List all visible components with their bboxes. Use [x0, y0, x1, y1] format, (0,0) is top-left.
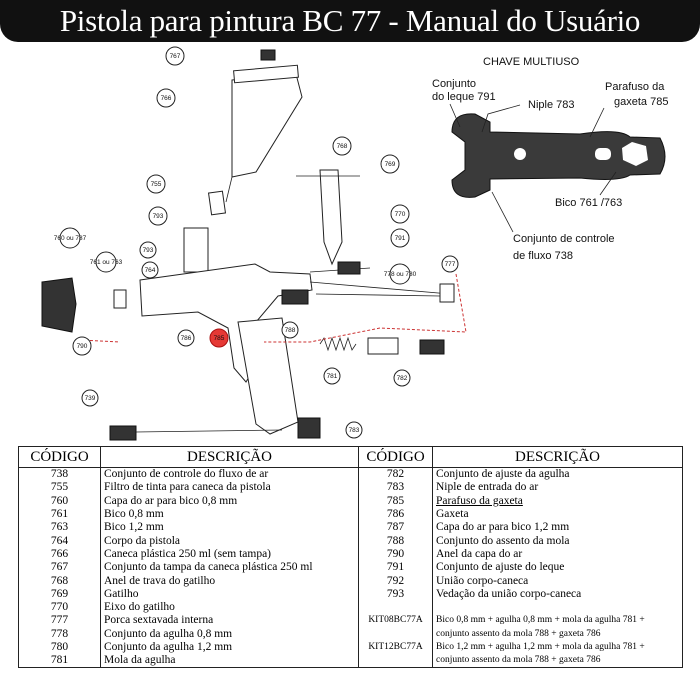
callout: 778 ou 780 — [383, 271, 417, 278]
callout: 790 — [76, 343, 88, 350]
adjuster-knob — [420, 340, 444, 354]
code-cell: 782 — [359, 468, 433, 482]
callout: 788 — [284, 327, 296, 334]
header-desc-left: DESCRIÇÃO — [101, 447, 359, 468]
desc-cell: Anel da capa do ar — [433, 548, 683, 561]
code-cell — [359, 654, 433, 668]
table-row — [19, 495, 683, 508]
code-cell: 738 — [19, 468, 101, 482]
slot-hole — [595, 148, 611, 160]
code-cell: KIT08BC77A — [359, 614, 433, 627]
spring-seat — [282, 290, 308, 304]
callout: 739 — [84, 395, 96, 402]
callout: 777 — [444, 261, 456, 268]
desc-cell: conjunto assento da mola 788 + gaxeta 786 — [433, 654, 683, 668]
desc-cell: Conjunto da tampa da caneca plástica 250 ml — [101, 561, 359, 574]
desc-cell: Conjunto de ajuste da agulha — [433, 468, 683, 482]
code-cell: 785 — [359, 495, 433, 508]
cup-cap — [261, 50, 275, 60]
exploded-view-diagram — [20, 42, 690, 442]
table-row — [19, 601, 683, 614]
paint-cup — [232, 74, 302, 177]
tool-label-leque-2: do leque 791 — [432, 91, 496, 103]
code-cell: 769 — [19, 588, 101, 601]
needle-adjuster — [368, 338, 398, 354]
air-inlet-niple — [298, 418, 320, 438]
desc-cell: Conjunto da agulha 1,2 mm — [101, 641, 359, 654]
callout: 793 — [142, 247, 154, 254]
tool-label-controle-1: Conjunto de controle — [513, 233, 615, 245]
desc-cell: Bico 0,8 mm — [101, 508, 359, 521]
desc-cell: conjunto assento da mola 788 + gaxeta 786 — [433, 628, 683, 641]
table-row — [19, 654, 683, 668]
code-cell: 777 — [19, 614, 101, 627]
header-code-right: CÓDIGO — [359, 447, 433, 468]
callout: 768 — [336, 143, 348, 150]
desc-cell: Gaxeta — [433, 508, 683, 521]
callout: 791 — [394, 235, 406, 242]
desc-cell: Mola da agulha — [101, 654, 359, 668]
code-cell: 766 — [19, 548, 101, 561]
desc-cell: Gatilho — [101, 588, 359, 601]
table-header-row — [19, 447, 683, 468]
code-cell: 791 — [359, 561, 433, 574]
desc-cell: Corpo da pistola — [101, 534, 359, 547]
tool-label-niple: Niple 783 — [528, 99, 575, 111]
header-desc-right: DESCRIÇÃO — [433, 447, 683, 468]
table-row — [19, 508, 683, 521]
desc-cell: Porca sextavada interna — [101, 614, 359, 627]
callout: 766 — [160, 95, 172, 102]
desc-cell — [433, 601, 683, 614]
code-cell: 781 — [19, 654, 101, 668]
code-cell: 755 — [19, 481, 101, 494]
table-row — [19, 521, 683, 534]
code-cell — [359, 601, 433, 614]
code-cell: 770 — [19, 601, 101, 614]
code-cell: 792 — [359, 574, 433, 587]
code-cell: 783 — [359, 481, 433, 494]
tool-label-controle-2: de fluxo 738 — [513, 250, 573, 262]
page-title: Pistola para pintura BC 77 - Manual do Usuário — [59, 3, 641, 38]
table-row — [19, 574, 683, 587]
callout: 786 — [180, 335, 192, 342]
code-cell: 760 — [19, 495, 101, 508]
code-cell: 790 — [359, 548, 433, 561]
desc-cell: Filtro de tinta para caneca da pistola — [101, 481, 359, 494]
callout: 769 — [384, 161, 396, 168]
desc-cell: União corpo-caneca — [433, 574, 683, 587]
desc-cell: Parafuso da gaxeta — [433, 495, 683, 508]
desc-cell: Vedação da união corpo-caneca — [433, 588, 683, 601]
callout: 764 — [144, 267, 156, 274]
tool-title: CHAVE MULTIUSO — [483, 56, 580, 68]
table-row — [19, 628, 683, 641]
code-cell: 786 — [359, 508, 433, 521]
desc-cell: Bico 0,8 mm + agulha 0,8 mm + mola da agulha 781 + — [433, 614, 683, 627]
code-cell: 767 — [19, 561, 101, 574]
table-row — [19, 614, 683, 627]
callout: 785 — [213, 335, 225, 342]
table-row — [19, 534, 683, 547]
parts-table — [18, 446, 683, 668]
code-cell: 764 — [19, 534, 101, 547]
callout: 782 — [396, 375, 408, 382]
desc-cell: Bico 1,2 mm — [101, 521, 359, 534]
hex-nut — [440, 284, 454, 302]
desc-cell: Conjunto de controle do fluxo de ar — [101, 468, 359, 482]
table-row — [19, 548, 683, 561]
code-cell: 761 — [19, 508, 101, 521]
code-cell: 788 — [359, 534, 433, 547]
table-row — [19, 561, 683, 574]
tool-label-parafuso-2: gaxeta 785 — [614, 96, 669, 108]
tool-label-parafuso-1: Parafuso da — [605, 81, 665, 93]
fan-adjuster — [338, 262, 360, 274]
desc-cell: Capa do ar para bico 1,2 mm — [433, 521, 683, 534]
air-cap — [42, 278, 76, 332]
table-row — [19, 481, 683, 494]
code-cell: 763 — [19, 521, 101, 534]
code-cell — [359, 628, 433, 641]
callout: 793 — [152, 213, 164, 220]
callout: 781 — [326, 373, 338, 380]
code-cell: 768 — [19, 574, 101, 587]
callout: 770 — [394, 211, 406, 218]
table-row — [19, 468, 683, 482]
callout: 767 — [169, 53, 181, 60]
callout: 783 — [348, 427, 360, 434]
trigger — [320, 170, 342, 264]
header-code-left: CÓDIGO — [19, 447, 101, 468]
table-row — [19, 641, 683, 654]
paint-filter — [209, 191, 226, 215]
desc-cell: Bico 1,2 mm + agulha 1,2 mm + mola da agulha 781 + — [433, 641, 683, 654]
tool-label-bico: Bico 761 /763 — [555, 197, 623, 209]
nozzle — [114, 290, 126, 308]
desc-cell: Eixo do gatilho — [101, 601, 359, 614]
callout: 755 — [150, 181, 162, 188]
code-cell: 778 — [19, 628, 101, 641]
desc-cell: Conjunto do assento da mola — [433, 534, 683, 547]
cup-union — [184, 228, 208, 272]
code-cell: KIT12BC77A — [359, 641, 433, 654]
desc-cell: Conjunto da agulha 0,8 mm — [101, 628, 359, 641]
tool-label-leque-1: Conjunto — [432, 78, 477, 90]
callout: 760 ou 787 — [53, 235, 87, 242]
desc-cell: Conjunto de ajuste do leque — [433, 561, 683, 574]
round-hole — [514, 148, 526, 160]
desc-cell: Niple de entrada do ar — [433, 481, 683, 494]
callout: 761 ou 763 — [89, 259, 123, 266]
code-cell: 787 — [359, 521, 433, 534]
desc-cell: Caneca plástica 250 ml (sem tampa) — [101, 548, 359, 561]
air-flow-knob — [110, 426, 136, 440]
desc-cell: Anel de trava do gatilho — [101, 574, 359, 587]
code-cell: 793 — [359, 588, 433, 601]
table-row — [19, 588, 683, 601]
code-cell: 780 — [19, 641, 101, 654]
desc-cell: Capa do ar para bico 0,8 mm — [101, 495, 359, 508]
